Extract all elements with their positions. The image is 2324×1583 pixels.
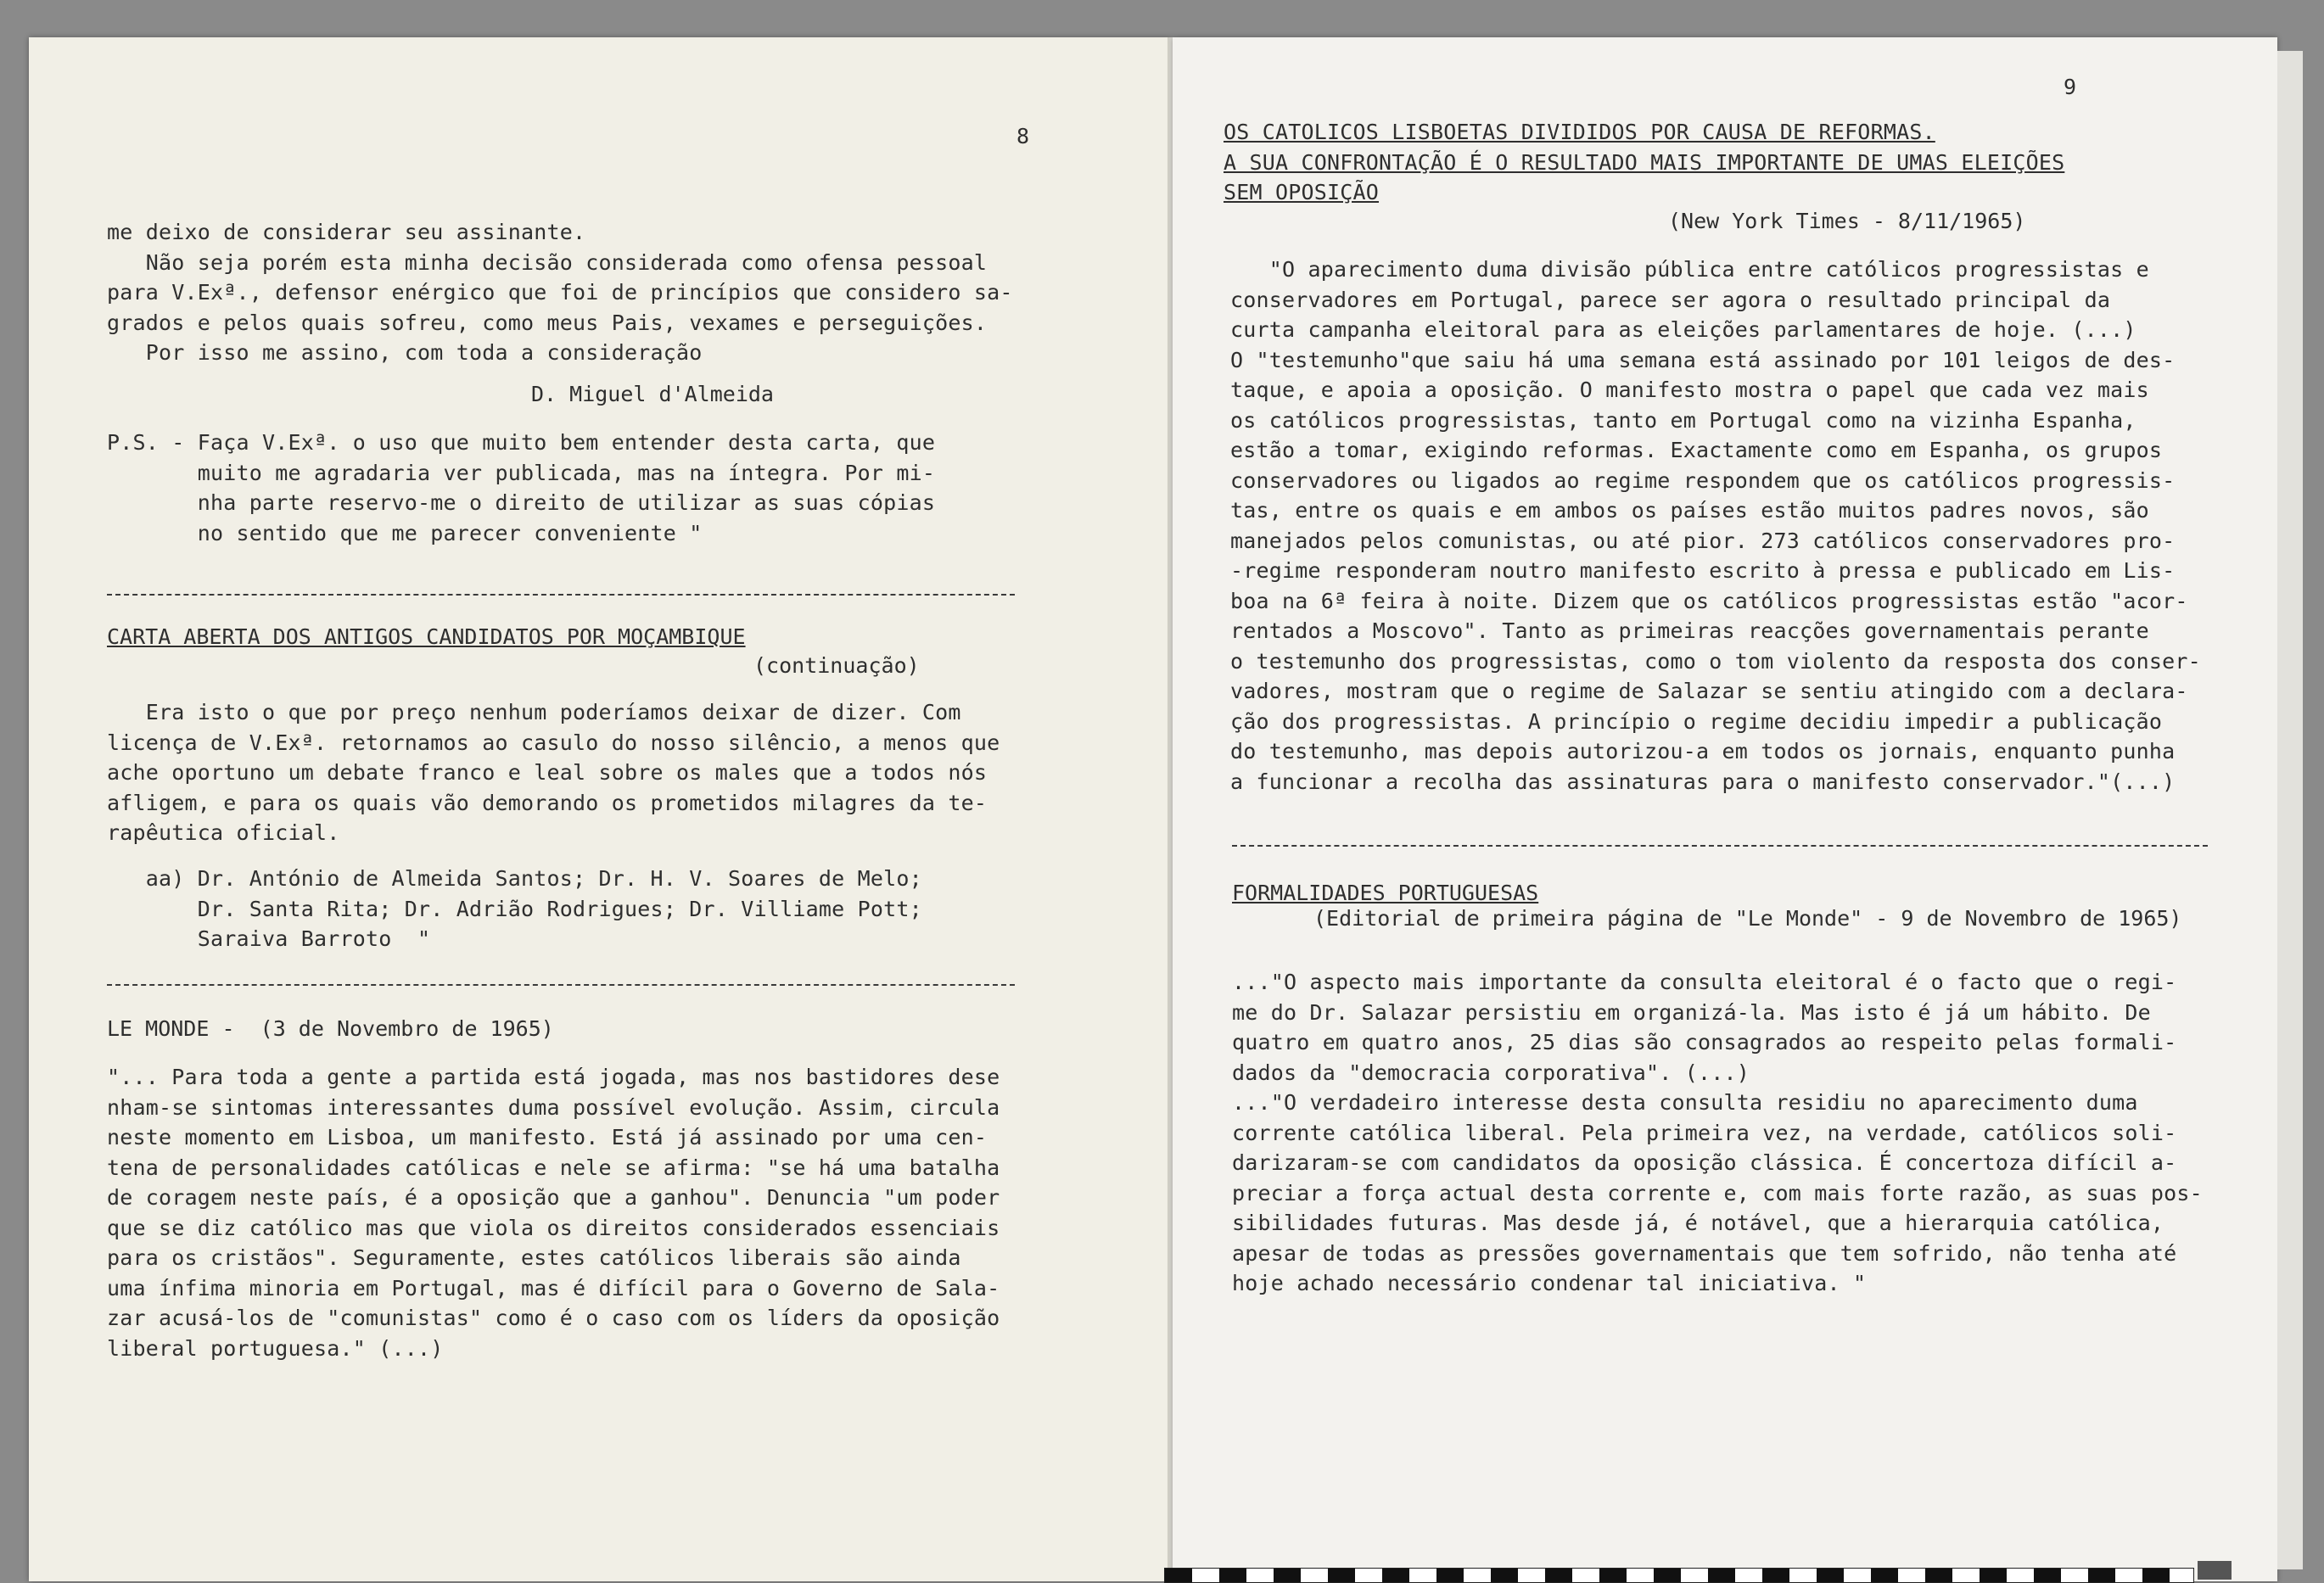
signature: D. Miguel d'Almeida	[531, 382, 774, 406]
headline-source: (New York Times - 8/11/1965)	[1668, 209, 2026, 233]
source-name: LE MONDE	[107, 1016, 210, 1041]
page-number-right: 9	[2064, 75, 2077, 99]
section-title: CARTA ABERTA DOS ANTIGOS CANDIDATOS POR MOÇAMBIQUE	[107, 624, 746, 649]
le-monde-article: "... Para toda a gente a partida está jogada, mas nos bastidores dese nham-se sintomas interessantes duma possível evolução. Assim, circula neste momento em Lisboa, um manifesto. Está já assinado por uma cen- tena de personalidades católicas e nele se afirma: "se há uma batalha de coragem neste país, é a oposição que a ganhou". Denuncia "um poder que se diz católico mas que viola os direitos considerados essenciais para os cristãos". Seguramente, estes católicos liberais são ainda uma ínfima minoria em Portugal, mas é difícil para o Governo de Sala- zar acusá-los de "comunistas" como é o caso com os líders da oposição liberal portuguesa." (...)	[107, 1065, 1000, 1361]
editorial-article: ..."O aspecto mais importante da consulta eleitoral é o facto que o regi- me do Dr. Salazar persistiu em organizá-la. Mas isto é já um hábito. De quatro em quatro anos, 25 dias são consagrados ao respeito pelas formali- dados da "democracia corporativa". (...) ..."O verdadeiro interesse desta consulta residiu no aparecimento duma corrente católica liberal. Pela primeira vez, na verdade, católicos soli- darizaram-se com candidatos da oposição clássica. É concertoza difícil a- preciar a força actual desta corrente e, com mais forte razão, as suas pos- sibilidades futuras. Mas desde já, é notável, que a hierarquia católica, apesar de todas as pressões governamentais que tem sofrido, não tenha até hoje achado necessário condenar tal iniciativa. "	[1232, 970, 2203, 1295]
divider	[107, 984, 1015, 986]
headline: OS CATOLICOS LISBOETAS DIVIDIDOS POR CAUSA DE REFORMAS. A SUA CONFRONTAÇÃO É O RESULTADO MAIS IMPORTANTE DE UMAS ELEIÇÕES SEM OPOSIÇÃO	[1224, 120, 2065, 204]
postscript: P.S. - Faça V.Exª. o uso que muito bem entender desta carta, que muito me agradaria ver publicada, mas na íntegra. Por mi- nha parte reservo-me o direito de utilizar as suas cópias no sentido que me parecer conveniente "	[107, 430, 936, 545]
source-heading	[107, 1016, 554, 1041]
letter-paragraph: Era isto o que por preço nenhum poderíamos deixar de dizer. Com licença de V.Exª. retornamos ao casulo do nosso silêncio, a menos que ache oportuno um debate franco e leal sobre os males que a todos nós afligem, e para os quais vão demorando os prometidos milagres da te- rapêutica oficial.	[107, 700, 1000, 845]
colour-scale-bar	[1164, 1568, 2194, 1583]
nyt-article: "O aparecimento duma divisão pública entre católicos progressistas e conservadores em Portugal, parece ser agora o resultado principal da curta campanha eleitoral para as eleições parlamentares de hoje. (...) O "testemunho"que saiu há uma semana está assinado por 101 leigos de des- taque, e apoia a oposição. O manifesto mostra o papel que cada vez mais os católicos progressistas, tanto em Portugal como na vizinha Espanha, estão a tomar, exigindo reformas. Exactamente como em Espanha, os grupos conservadores ou ligados ao regime respondem que os católicos progressis- tas, entre os quais e em ambos os países estão muitos padres novos, são manejados pelos comunistas, ou até pior. 273 católicos conservadores pro- -regime responderam noutro manifesto escrito à pressa e publicado em Lis- boa na 6ª feira à noite. Dizem que os católicos progressistas estão "acor- rentados a Moscovo". Tanto as primeiras reacções governamentais perante o testemunho dos progressistas, como o tom violento da resposta dos conser- vadores, mostram que o regime de Salazar se sentiu atingido com a declara- ção dos progressistas. A princípio o regime decidiu impedir a publicação do testemunho, mas depois autorizou-a em todos os jornais, enquanto punha a funcionar a recolha das assinaturas para o manifesto conservador."(...)	[1230, 257, 2201, 794]
section-title: FORMALIDADES PORTUGUESAS	[1232, 881, 1539, 905]
page-edge	[2277, 51, 2303, 1569]
divider	[107, 594, 1015, 596]
page-number-left: 8	[1016, 124, 1030, 148]
section-source: (Editorial de primeira página de "Le Monde" - 9 de Novembro de 1965)	[1313, 906, 2182, 931]
section-subtitle: (continuação)	[753, 653, 920, 678]
source-date: - (3 de Novembro de 1965)	[221, 1016, 554, 1041]
signatories: aa) Dr. António de Almeida Santos; Dr. H. V. Soares de Melo; Dr. Santa Rita; Dr. Adrião Rodrigues; Dr. Villiame Pott; Saraiva Barroto "	[107, 866, 922, 951]
scale-label	[2198, 1561, 2232, 1580]
intro-paragraph: me deixo de considerar seu assinante. Não seja porém esta minha decisão considerada como ofensa pessoal para V.Exª., defensor enérgico que foi de princípios que considero sa- grados e pelos quais sofreu, como meus Pais, vexames e perseguições. Por isso me assino, com toda a consideração	[107, 220, 1013, 365]
divider	[1232, 845, 2208, 847]
